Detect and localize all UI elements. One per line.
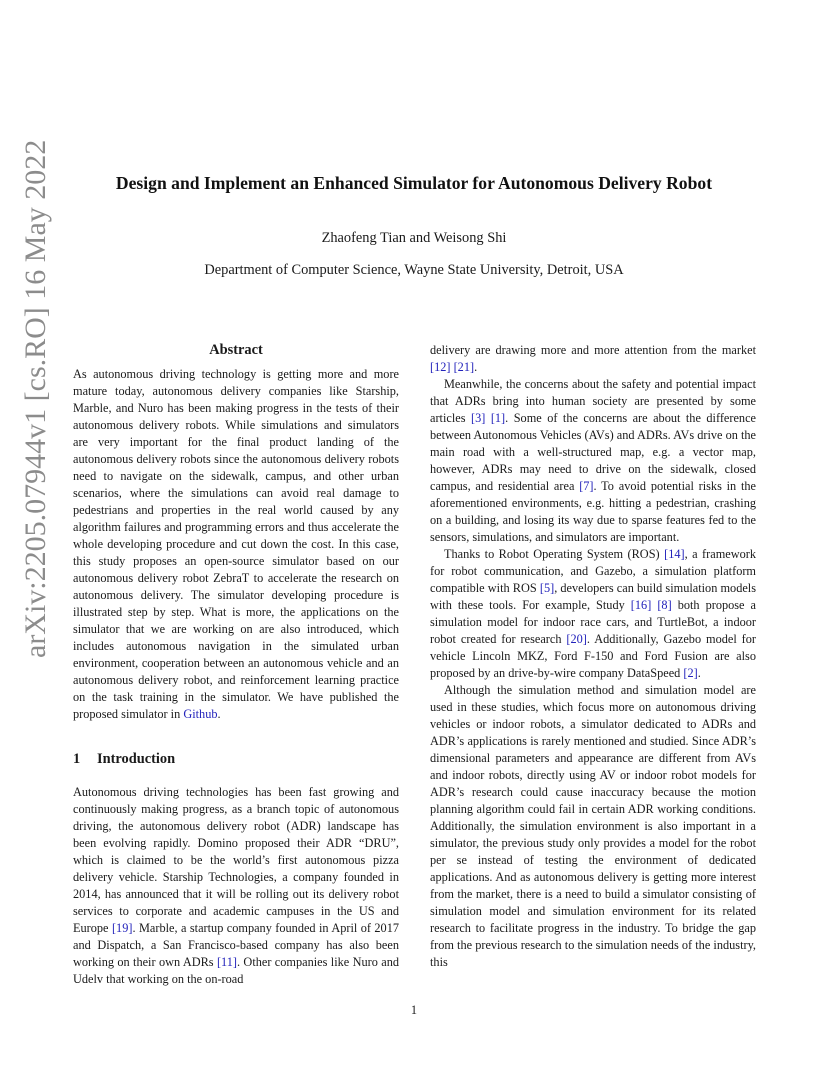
text-run: Autonomous driving technologies has been fast growing and continuously making progress, as a branch topic of autonomous driving, the autonomous delivery robot (ADR) landscape has been evolving rapidly. Domino proposed their ADR “DRU”, which is claimed to be the world’s first autonomous pizza delivery vehicle. Starship Technologies, a company founded in 2014, has announced that it will be rolling out its delivery robot services to corporate and academic campuses in the US and Europe: [73, 785, 399, 935]
text-run: , developers can build simulation models with these tools. For example, Study: [430, 581, 757, 612]
page-number: 1: [410, 1003, 418, 1017]
citation-link[interactable]: [8]: [657, 598, 672, 612]
simulator-gap-paragraph: Although the simulation method and simulation model are used in these studies, which focus more on autonomous driving vehicles or indoor robots, a simulator dedicated to ADRs and ADR’s applications is rarely mentioned and studied. Since ADR’s dimensional parameters and appearance are different from AVs and indoor robots, directly using AV or indoor robot models for ADR’s research could cause inaccuracy because the motion planning algorithm could fail in certain ADR working conditions. Additionally, the simulation environment is also important in a simulator, the previous study only provides a model for the robot per se instead of testing the environment of dedicated applications. And as autonomous delivery is getting more interest from the market, there is a need to build a simulator consisting of simulation model and simulation environment for its related research to facilitate progress in the industry. To bridge the gap from the previous research to the simulation needs of the industry, this: [430, 683, 756, 969]
citation-link[interactable]: [14]: [664, 547, 685, 561]
text-run: . Marble, a startup company founded in April of 2017 and Dispatch, a San Francisco-based company has also been working on their own ADRs: [73, 921, 399, 969]
text-run: Thanks to Robot Operating System (ROS): [444, 547, 665, 561]
citation-link[interactable]: [19]: [111, 921, 133, 935]
arxiv-identifier-text: arXiv:2205.07944v1 [cs.RO] 16 May 2022: [19, 139, 52, 658]
ros-gazebo-paragraph: [430, 546, 756, 682]
citation-link[interactable]: [12]: [430, 360, 451, 374]
citation-link[interactable]: [20]: [566, 632, 587, 646]
author-affiliation: Department of Computer Science, Wayne State University, Detroit, USA: [204, 262, 624, 278]
safety-concerns-paragraph: [430, 376, 756, 546]
paper-authors: Zhaofeng Tian and Weisong Shi: [321, 230, 507, 246]
text-run: . Some of the concerns are about the difference between Autonomous Vehicles (AVs) and ADRs. AVs drive on the main road with a well-structured map, e.g. a vector map, however, ADRs may need to drive on the sidewalk, closed campus, and residential area: [430, 411, 756, 493]
text-run: , a framework for robot communication, and Gazebo, a simulation platform compatible with ROS: [430, 547, 756, 595]
citation-link[interactable]: [11]: [216, 955, 237, 969]
introduction-paragraph: [73, 784, 399, 988]
citation-link[interactable]: [7]: [579, 479, 594, 493]
abstract-heading: Abstract: [209, 342, 263, 358]
abstract-body: [73, 366, 399, 723]
paper-title: Design and Implement an Enhanced Simulator for Autonomous Delivery Robot: [115, 173, 713, 193]
text-run: Meanwhile, the concerns about the safety and potential impact that ADRs bring into human society are presented by some articles: [430, 377, 756, 425]
abstract-text: As autonomous driving technology is getting more and more mature today, autonomous delivery companies like Starship, Marble, and Nuro has been making progress in the tests of their autonomous delivery robots. While simulations and simulators are very important for the final product landing of the autonomous delivery robots since the autonomous delivery robots need to navigate on the sidewalk, campus, and other urban scenarios, where the simulations can avoid real damage to pedestrians and properties in the real world caused by any algorithm failures and programming errors and thus accelerate the whole developing procedure and cut down the cost. In this case, this study proposes an open-source simulator based on our autonomous delivery robot ZebraT to accelerate the research on autonomous delivery. The simulator developing procedure is illustrated step by step. What is more, the applications on the simulator that we are working on are also introduced, which includes autonomous navigation in the simulated urban environment, cooperation between an autonomous vehicle and an autonomous delivery robot, and reinforcement learning practice on the task training in the simulator. We have published the proposed simulator in: [73, 367, 399, 721]
continued-paragraph: [430, 342, 756, 376]
citation-link[interactable]: [5]: [539, 581, 555, 595]
citation-link[interactable]: [2]: [683, 666, 698, 680]
text-run: .: [697, 666, 701, 680]
citation-link[interactable]: [3]: [470, 411, 486, 425]
text-run: . Other companies like Nuro and Udelv that working on the on-road: [73, 955, 399, 986]
citation-link[interactable]: [16]: [630, 598, 652, 612]
abstract-paragraph: [73, 366, 399, 723]
right-column: [430, 342, 756, 971]
text-run: . To avoid potential risks in the aforementioned environments, e.g. hitting a pedestrian, crashing on a building, and losing its way due to sparse features fed to the sensors, simulations, and simulators are important.: [430, 479, 757, 544]
section-number: 1: [73, 751, 81, 767]
text-run: .: [474, 360, 478, 374]
citation-link[interactable]: [1]: [490, 411, 506, 425]
github-link[interactable]: Github: [183, 707, 218, 721]
section-heading-introduction: [73, 750, 175, 768]
text-run: both propose a simulation model for indoor race cars, and TurtleBot, a indoor robot created for research: [430, 598, 757, 646]
text-run: delivery are drawing more and more attention from the market: [430, 343, 756, 357]
introduction-body: [73, 784, 399, 988]
abstract-end: .: [217, 707, 221, 721]
section-title: Introduction: [97, 751, 176, 767]
citation-link[interactable]: [21]: [453, 360, 475, 374]
text-run: . Additionally, Gazebo model for vehicle Lincoln MKZ, Ford F-150 and Ford Fusion are also proposed by an drive-by-wire company DataSpeed: [430, 632, 756, 680]
